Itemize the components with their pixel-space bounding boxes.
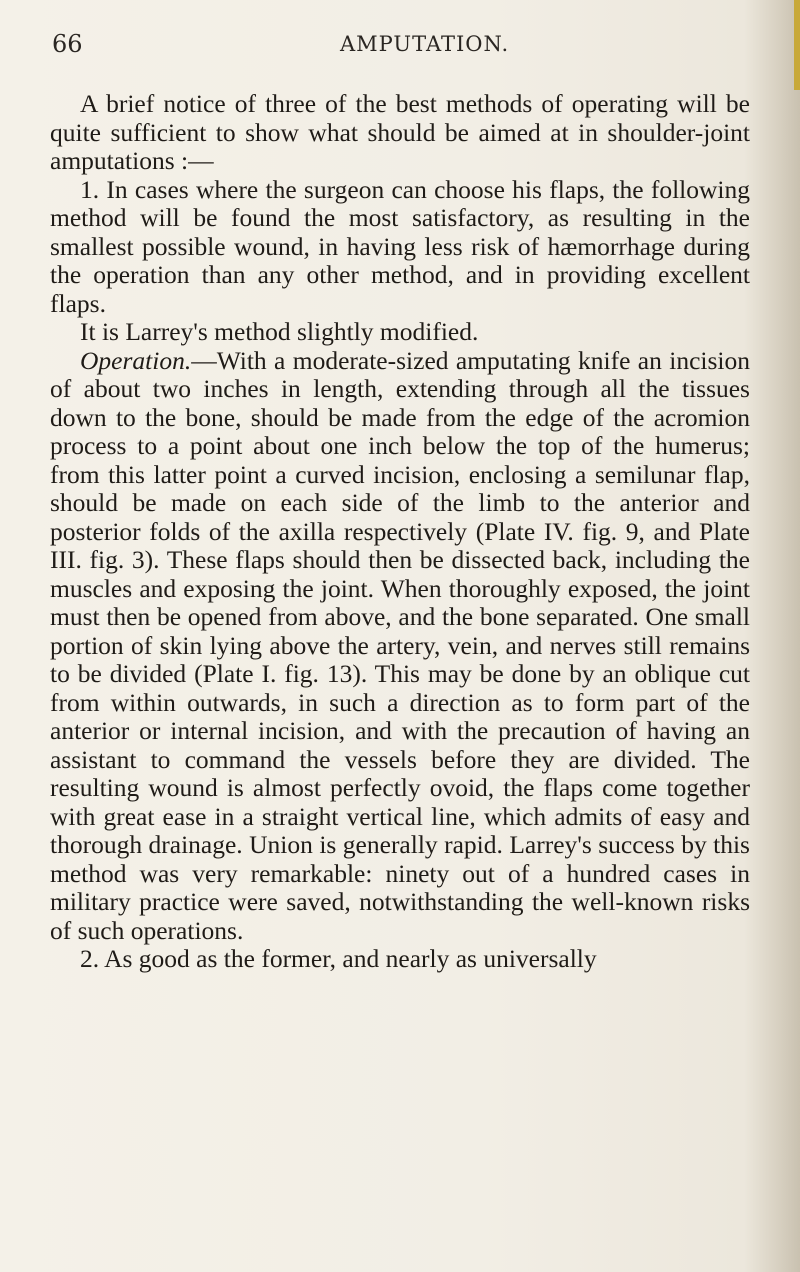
page-number: 66 — [52, 30, 83, 58]
operation-text: —With a moderate-sized amputating knife an incision of about two inches in length, extending through all the tissues down to the bone, should be made from the edge of the acromion process to a point about one inch below the top of the humerus; from this latter point a curved incision, enclosing a semilunar flap, should be made on each side of the limb to the anterior and posterior folds of the axilla respectively (Plate IV. fig. 9, and Plate III. fig. 3). These flaps should then be dissected back, including the muscles and exposing the joint. When thoroughly exposed, the joint must then be opened from above, and the bone separated. One small portion of skin lying above the artery, vein, and nerves still remains to be divided (Plate I. fig. 13). This may be done by an oblique cut from within outwards, in such a direction as to form part of the anterior or internal incision, and with the precaution of having an assistant to command the vessels before they are divided. The resulting wound is almost perfectly ovoid, the flaps come together with great ease in a straight vertical line, which admits of easy and thorough drainage. Union is generally rapid. Larrey's success by this method was very remarkable: ninety out of a hundred cases in military practice were saved, notwithstanding the well-known risks of such operations. — [50, 345, 750, 945]
operation-paragraph — [50, 347, 750, 946]
method-one-paragraph: 1. In cases where the surgeon can choose his flaps, the following method will be found the most satisfactory, as resulting in the smallest possible wound, in having less risk of hæmorrhage during the operation than any other method, and in providing excellent flaps. — [50, 174, 750, 318]
operation-label: Operation. — [80, 345, 192, 375]
method-two-line: 2. As good as the former, and nearly as universally — [80, 944, 597, 973]
larrey-note-paragraph: It is Larrey's method slightly modified. — [80, 317, 479, 346]
page-header — [52, 22, 752, 62]
page-edge-mark — [794, 0, 800, 90]
running-head: AMPUTATION. — [340, 32, 510, 56]
body-text — [50, 90, 750, 974]
intro-paragraph: A brief notice of three of the best methods of operating will be quite sufficient to show what should be aimed at in shoulder-joint amputations :— — [50, 89, 750, 175]
